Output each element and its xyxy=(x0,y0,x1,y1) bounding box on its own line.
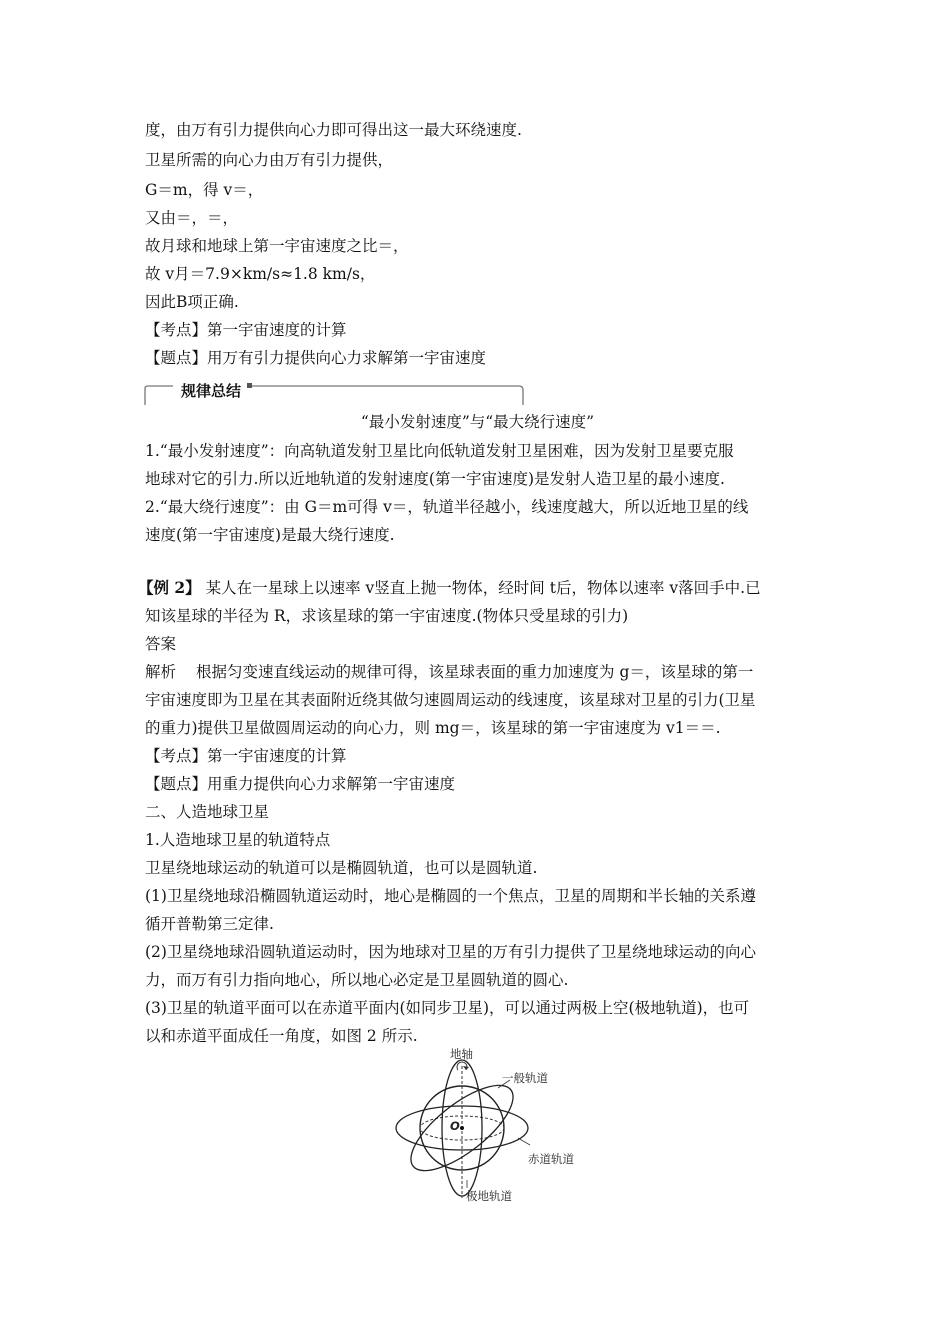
text-line: 力，而万有引力指向地心，所以地心必定是卫星圆轨道的圆心. xyxy=(145,971,569,989)
text-line: 速度(第一宇宙速度)是最大绕行速度. xyxy=(145,526,395,544)
analysis-line xyxy=(145,662,810,682)
summary-box-title: 规律总结 xyxy=(177,380,245,401)
text-line: (1)卫星绕地球沿椭圆轨道运动时，地心是椭圆的一个焦点，卫星的周期和半长轴的关系遵 xyxy=(145,887,756,905)
text-line: (3)卫星的轨道平面可以在赤道平面内(如同步卫星)，可以通过两极上空(极地轨道)，也可 xyxy=(145,999,750,1017)
text-line: 以和赤道平面成任一角度，如图 2 所示. xyxy=(145,1027,418,1045)
example-question-line xyxy=(138,578,810,598)
text-line: 因此B项正确. xyxy=(145,293,239,311)
section-heading: 二、人造地球卫星 xyxy=(145,803,270,821)
answer-label: 答案 xyxy=(145,635,177,653)
text-line: 宇宙速度即为卫星在其表面附近绕其做匀速圆周运动的线速度，该星球对卫星的引力(卫星 xyxy=(145,691,756,709)
equation-line: 故 v月＝7.9×km/s≈1.8 km/s， xyxy=(145,265,376,283)
text-line: 的重力)提供卫星做圆周运动的向心力，则 mg＝，该星球的第一宇宙速度为 v1＝＝. xyxy=(145,719,721,737)
text-line: 地球对它的引力.所以近地轨道的发射速度(第一宇宙速度)是发射人造卫星的最小速度. xyxy=(145,470,725,488)
analysis-label: 解析 xyxy=(145,663,177,681)
text-line: 循开普勒第三定律. xyxy=(145,915,274,933)
text-line: 1.“最小发射速度”：向高轨道发射卫星比向低轨道发射卫星困难，因为发射卫星要克服 xyxy=(145,442,734,460)
example-question-text: 某人在一星球上以速率 v竖直上抛一物体，经时间 t后，物体以速率 v落回手中.已 xyxy=(200,579,761,597)
kaodian-line: 【考点】第一宇宙速度的计算 xyxy=(145,321,347,339)
general-orbit-label: 一般轨道 xyxy=(502,1071,548,1085)
text-line: 故月球和地球上第一宇宙速度之比＝， xyxy=(145,237,409,255)
tidian-line: 【题点】用重力提供向心力求解第一宇宙速度 xyxy=(145,775,456,793)
equation-line: 又由＝，＝， xyxy=(145,209,239,227)
earth-axis-label: 地轴 xyxy=(450,1047,473,1061)
equation-line: G＝m，得 v＝， xyxy=(145,181,264,199)
text-line: 卫星所需的向心力由万有引力提供， xyxy=(145,151,394,169)
summary-heading: “最小发射速度”与“最大绕行速度” xyxy=(360,413,595,431)
tidian-line: 【题点】用万有引力提供向心力求解第一宇宙速度 xyxy=(145,349,487,367)
center-label: O xyxy=(450,1119,460,1133)
text-line: 卫星绕地球运动的轨道可以是椭圆轨道，也可以是圆轨道. xyxy=(145,859,538,877)
text-line: (2)卫星绕地球沿圆轨道运动时，因为地球对卫星的万有引力提供了卫星绕地球运动的向心 xyxy=(145,943,756,961)
orbit-diagram xyxy=(390,1047,574,1208)
text-line: 度，由万有引力提供向心力即可得出这一最大环绕速度. xyxy=(145,121,522,139)
subsection-heading: 1.人造地球卫星的轨道特点 xyxy=(145,831,331,849)
summary-box-header xyxy=(143,378,525,406)
example-tag: 【例 2】 xyxy=(138,578,201,597)
text-line: 2.“最大绕行速度”：由 G＝m可得 v＝，轨道半径越小，线速度越大，所以近地卫星的线 xyxy=(145,498,749,516)
polar-orbit-label: 极地轨道 xyxy=(466,1189,512,1203)
analysis-text: 根据匀变速直线运动的规律可得，该星球表面的重力加速度为 g＝，该星球的第一 xyxy=(196,663,754,681)
kaodian-line: 【考点】第一宇宙速度的计算 xyxy=(145,747,347,765)
equatorial-orbit-label: 赤道轨道 xyxy=(528,1152,574,1166)
text-line: 知该星球的半径为 R，求该星球的第一宇宙速度.(物体只受星球的引力) xyxy=(145,607,629,625)
